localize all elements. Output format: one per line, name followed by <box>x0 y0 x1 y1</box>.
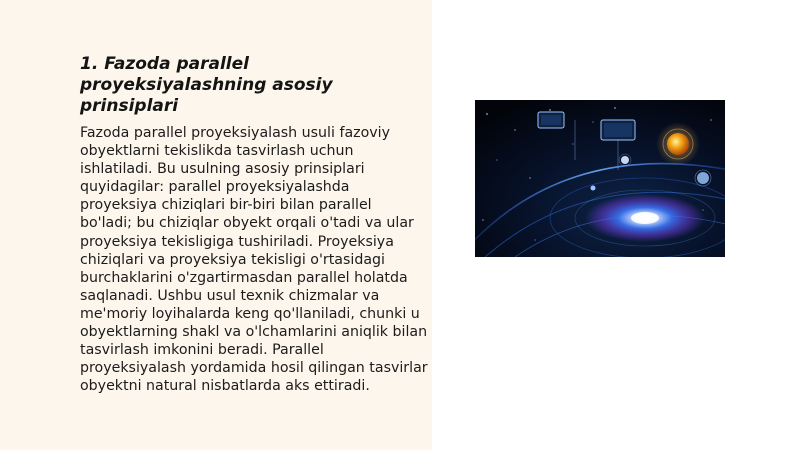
slide-body-text: Fazoda parallel proyeksiyalash usuli fazoviy obyektlarni tekislikda tasvirlash uchun ishlatiladi. Bu usulning asosiy prinsiplari quyidagilar: parallel proyeksiyalashda proyeksiya chiziqlari bir-biri bilan parallel bo'ladi; bu chiziqlar obyekt orqali o'tadi va ular proyeksiya tekisligiga tushiriladi. Proyeksiya chiziqlari va proyeksiya tekisligi o'rtasidagi burchaklarini o'zgartirmasdan parallel holatda saqlanadi. Ushbu usul texnik chizmalar va me'moriy loyihalarda keng qo'llaniladi, chunki u obyektlarning shakl va o'lchamlarini aniqlik bilan tasvirlash imkonini beradi. Parallel proyeksiyalash yordamida hosil qilingan tasvirlar obyektni natural nisbatlarda aks ettiradi. <box>80 125 428 395</box>
slide-title: 1. Fazoda parallel proyeksiyalashning asosiy prinsiplari <box>80 54 333 116</box>
sun <box>667 133 689 155</box>
space-galaxy-illustration <box>475 100 725 257</box>
